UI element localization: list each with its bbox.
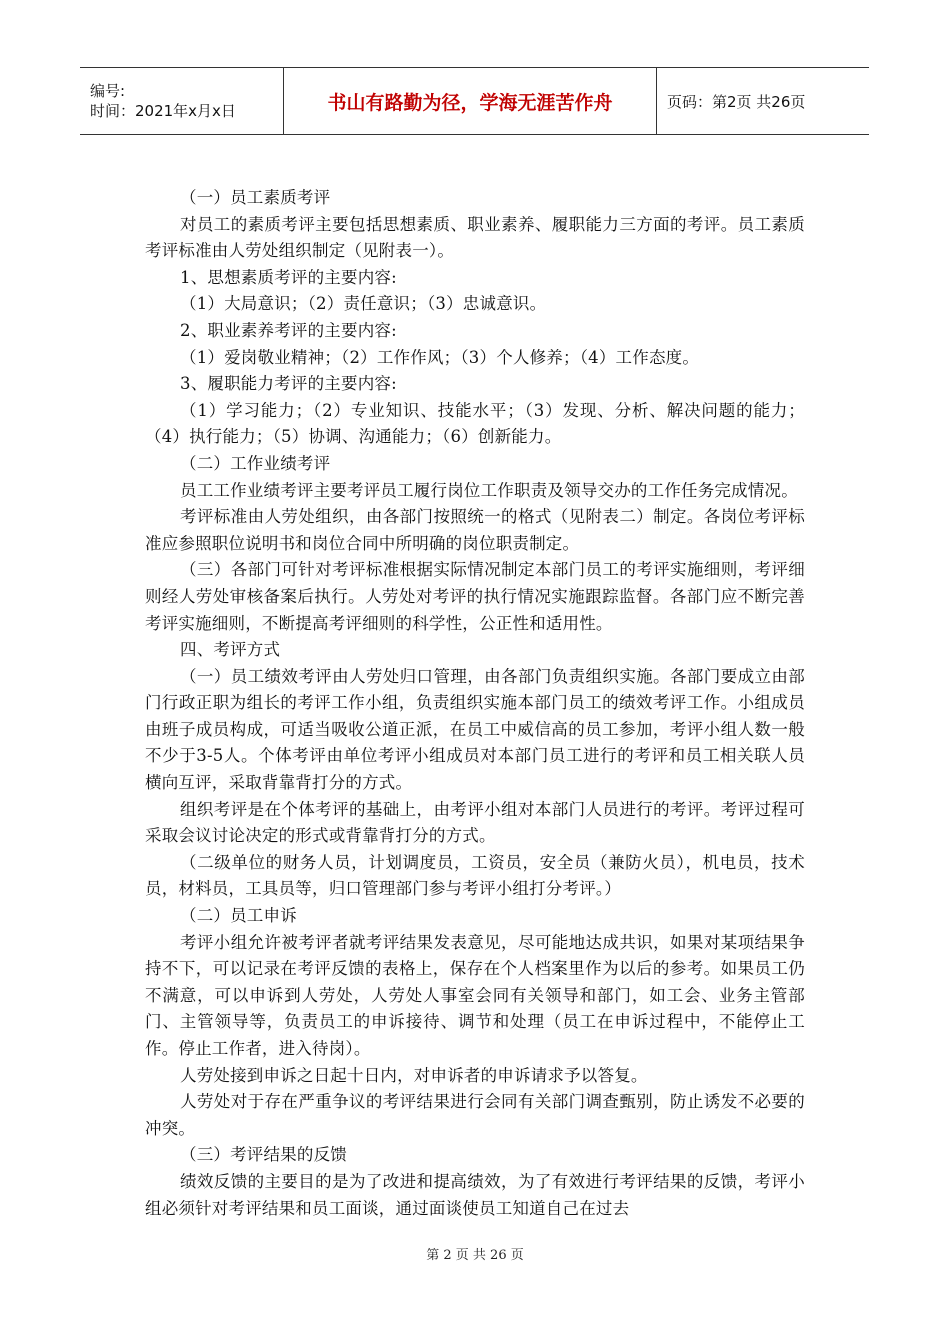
paragraph: （三）考评结果的反馈 — [180, 1145, 347, 1165]
paragraph: 绩效反馈的主要目的是为了改进和提高绩效，为了有效进行考评结果的反馈，考评小组必须针对考评结果和员工面谈，通过面谈使员工知道自己在过去 — [145, 1171, 805, 1218]
document-time-label: 时间：2021年x月x日 — [90, 102, 236, 120]
paragraph: 对员工的素质考评主要包括思想素质、职业素养、履职能力三方面的考评。员工素质考评标准由人劳处组织制定（见附表一）。 — [145, 214, 805, 261]
document-number-label: 编号: — [90, 82, 126, 100]
paragraph: 3、履职能力考评的主要内容: — [180, 374, 397, 394]
paragraph: （1）爱岗敬业精神；（2）工作作风；（3）个人修养；（4）工作态度。 — [180, 347, 700, 367]
paragraph: 人劳处对于存在严重争议的考评结果进行会同有关部门调查甄别，防止诱发不必要的冲突。 — [145, 1092, 805, 1138]
paragraph: （一）员工素质考评 — [180, 188, 331, 207]
paragraph: （三）各部门可针对考评标准根据实际情况制定本部门员工的考评实施细则，考评细则经人劳处审核备案后执行。人劳处对考评的执行情况实施跟踪监督。各部门应不断完善考评实施细则，不断提高考评细则的科学性，公正性和适用性。 — [145, 560, 805, 633]
document-body — [145, 185, 805, 1222]
paragraph: （1）大局意识；（2）责任意识；（3）忠诚意识。 — [180, 294, 547, 314]
page-footer: 第 2 页 共 26 页 — [426, 1248, 524, 1263]
header-meta — [80, 68, 284, 134]
paragraph: 考评小组允许被考评者就考评结果发表意见，尽可能地达成共识，如果对某项结果争持不下，可以记录在考评反馈的表格上，保存在个人档案里作为以后的参考。如果员工仍不满意，可以申诉到人劳处，人劳处人事室会同有关领导和部门，如工会、业务主管部门、主管领导等，负责员工的申诉接待、调节和处理（员工在申诉过程中，不能停止工作。停止工作者，进入待岗）。 — [145, 932, 805, 1058]
paragraph: 员工工作业绩考评主要考评员工履行岗位工作职责及领导交办的工作任务完成情况。 — [180, 480, 798, 500]
header-page-info: 页码：第2页 共26页 — [667, 92, 806, 111]
paragraph: （二级单位的财务人员，计划调度员，工资员，安全员（兼防火员），机电员，技术员，材料员，工具员等，归口管理部门参与考评小组打分考评。） — [145, 852, 805, 899]
paragraph: （一）员工绩效考评由人劳处归口管理，由各部门负责组织实施。各部门要成立由部门行政正职为组长的考评工作小组，负责组织实施本部门员工的绩效考评工作。小组成员由班子成员构成，可适当吸收公道正派，在员工中威信高的员工参加，考评小组人数一般不少于3-5人。个体考评由单位考评小组成员对本部门员工进行的考评和员工相关联人员横向互评，采取背靠背打分的方式。 — [145, 666, 805, 793]
page-header — [80, 67, 869, 135]
paragraph: （二）工作业绩考评 — [180, 453, 331, 473]
paragraph: 组织考评是在个体考评的基础上，由考评小组对本部门人员进行的考评。考评过程可采取会议讨论决定的形式或背靠背打分的方式。 — [145, 799, 805, 846]
paragraph: 人劳处接到申诉之日起十日内，对申诉者的申诉请求予以答复。 — [180, 1065, 648, 1085]
paragraph: 1、思想素质考评的主要内容: — [180, 267, 397, 287]
paragraph: 2、职业素养考评的主要内容: — [180, 320, 397, 340]
section-heading: 四、考评方式 — [180, 640, 281, 660]
paragraph: 考评标准由人劳处组织，由各部门按照统一的格式（见附表二）制定。各岗位考评标准应参照职位说明书和岗位合同中所明确的岗位职责制定。 — [145, 507, 805, 553]
paragraph: （二）员工申诉 — [180, 906, 297, 926]
paragraph: （1）学习能力；（2）专业知识、技能水平；（3）发现、分析、解决问题的能力；（4）执行能力；（5）协调、沟通能力；（6）创新能力。 — [145, 400, 805, 447]
header-motto: 书山有路勤为径，学海无涯苦作舟 — [284, 68, 657, 134]
